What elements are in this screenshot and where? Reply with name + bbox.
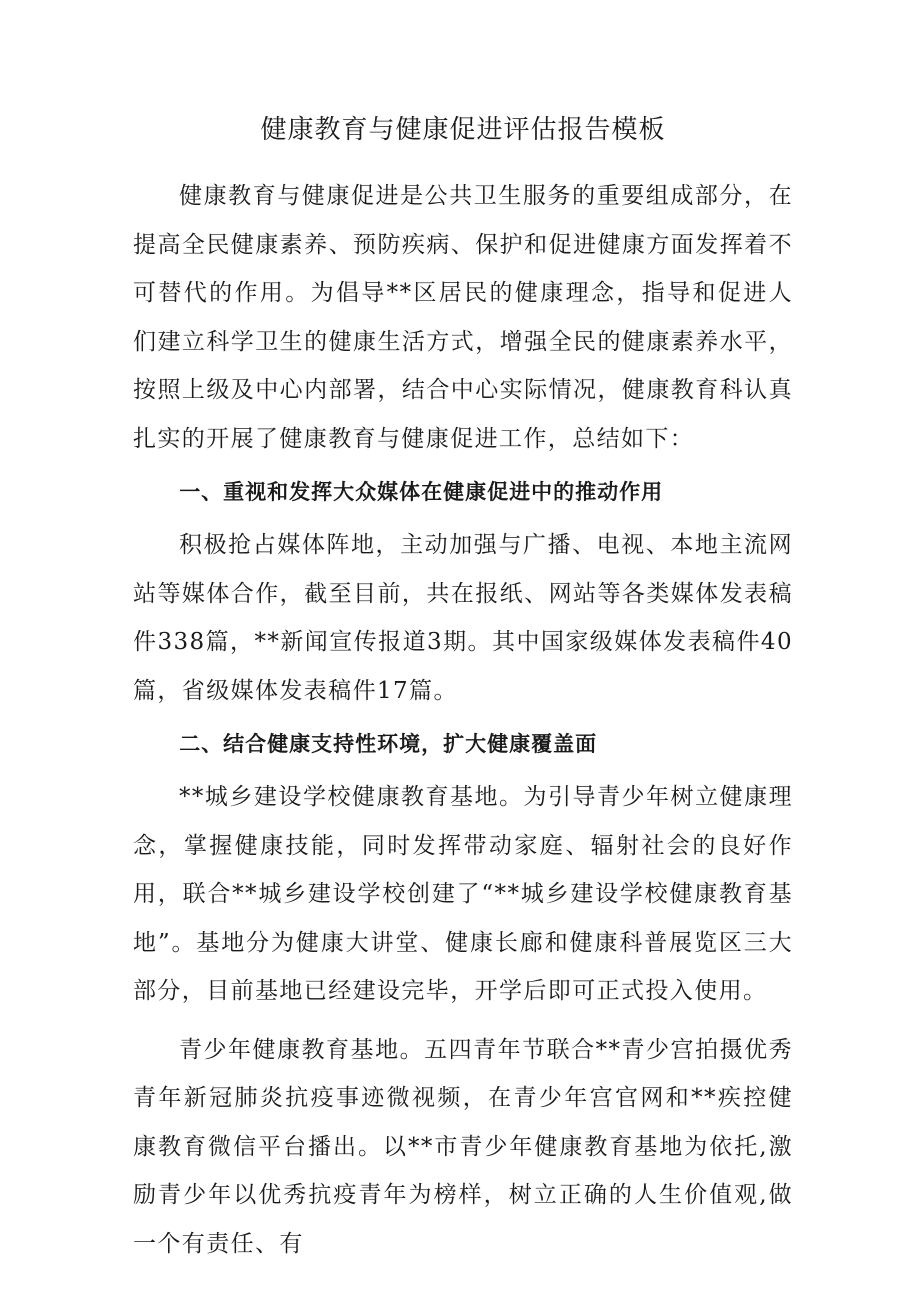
document-title: 健康教育与健康促进评估报告模板: [260, 115, 666, 145]
intro-paragraph: 健康教育与健康促进是公共卫生服务的重要组成部分，在提高全民健康素养、预防疾病、保护和促进健康方面发挥着不可替代的作用。为倡导**区居民的健康理念，指导和促进人们建立科学卫生的健康生活方式，增强全民的健康素养水平，按照上级及中心内部署，结合中心实际情况，健康教育科认真扎实的开展了健康教育与健康促进工作，总结如下：: [133, 183, 793, 452]
section-1-paragraph: 积极抢占媒体阵地，主动加强与广播、电视、本地主流网站等媒体合作，截至目前，共在报纸、网站等各类媒体发表稿件338篇，**新闻宣传报道3期。其中国家级媒体发表稿件40篇，省级媒体发表稿件17篇。: [133, 532, 793, 704]
section-2-paragraph-2: 青少年健康教育基地。五四青年节联合**青少宫拍摄优秀青年新冠肺炎抗疫事迹微视频，在青少年宫官网和**疾控健康教育微信平台播出。以**市青少年健康教育基地为依托,激励青少年以优秀抗疫青年为榜样，树立正确的人生价值观,做一个有责任、有: [133, 1036, 793, 1257]
section-2-paragraph-1: **城乡建设学校健康教育基地。为引导青少年树立健康理念，掌握健康技能，同时发挥带动家庭、辐射社会的良好作用，联合**城乡建设学校创建了“**城乡建设学校健康教育基地”。基地分为健康大讲堂、健康长廊和健康科普展览区三大部分，目前基地已经建设完毕，开学后即可正式投入使用。: [133, 784, 793, 1004]
section-1-heading: 一、重视和发挥大众媒体在健康促进中的推动作用: [179, 480, 664, 504]
section-2-heading: 二、结合健康支持性环境，扩大健康覆盖面: [179, 732, 598, 756]
